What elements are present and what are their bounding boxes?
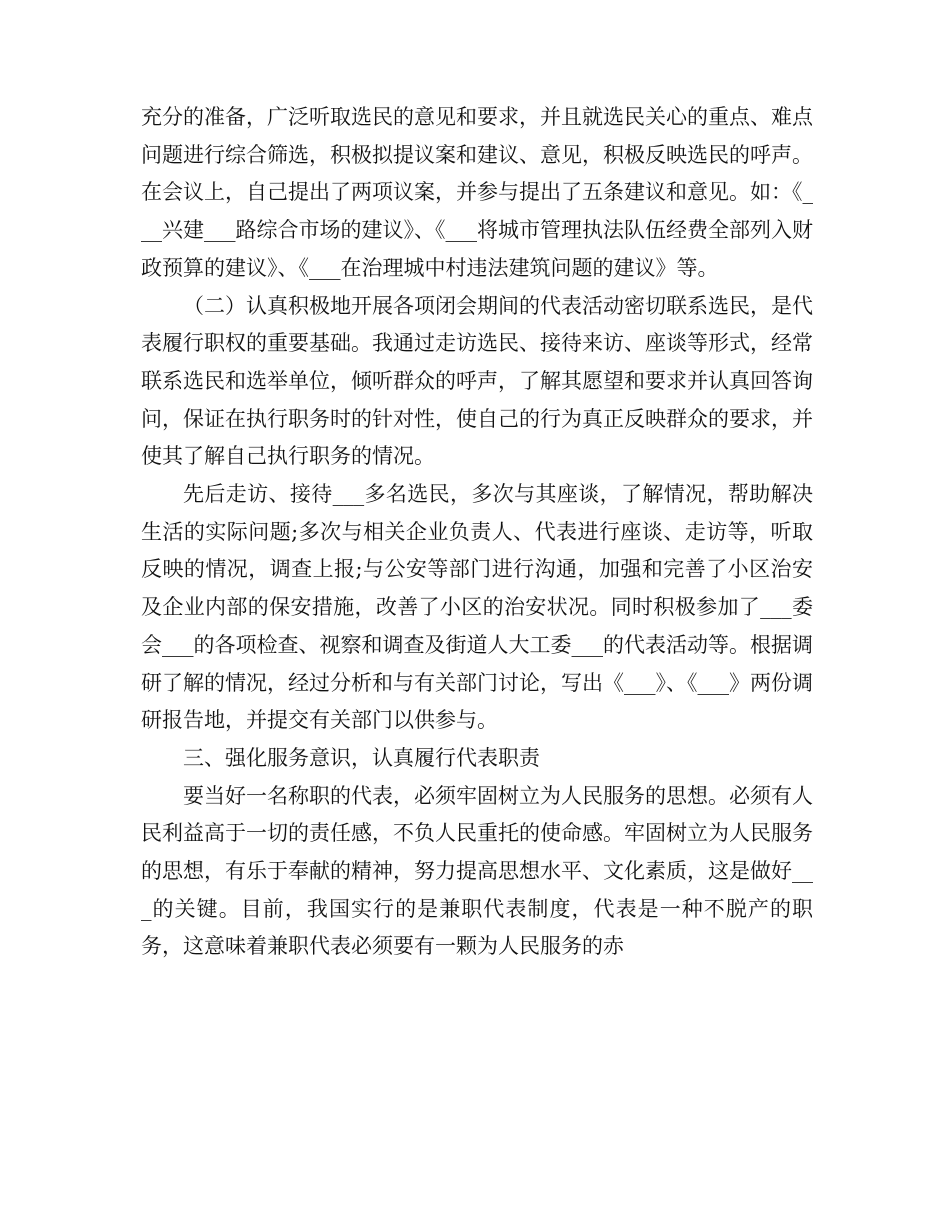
- paragraph-2: （二）认真积极地开展各项闭会期间的代表活动密切联系选民，是代表履行职权的重要基础。我通过走访选民、接待来访、座谈等形式，经常联系选民和选举单位，倾听群众的呼声，了解其愿望和要求并认真回答询问，保证在执行职务时的针对性，使自己的行为真正反映群众的要求，并使其了解自己执行职务的情况。: [141, 293, 813, 469]
- paragraph-1: 充分的准备，广泛听取选民的意见和要求，并且就选民关心的重点、难点问题进行综合筛选，积极拟提议案和建议、意见，积极反映选民的呼声。在会议上，自己提出了两项议案，并参与提出了五条建议和意见。如：《___兴建___路综合市场的建议》、《___将城市管理执法队伍经费全部列入财政预算的建议》、《___在治理城中村违法建筑问题的建议》等。: [141, 105, 813, 280]
- paragraph-5: 要当好一名称职的代表，必须牢固树立为人民服务的思想。必须有人民利益高于一切的责任感，不负人民重托的使命感。牢固树立为人民服务的思想，有乐于奉献的精神，努力提高思想水平、文化素质，这是做好___的关键。目前，我国实行的是兼职代表制度，代表是一种不脱产的职务，这意味着兼职代表必须要有一颗为人民服务的赤: [141, 783, 813, 959]
- document-body: [141, 99, 813, 966]
- paragraph-3: 先后走访、接待___多名选民，多次与其座谈，了解情况，帮助解决生活的实际问题;多次与相关企业负责人、代表进行座谈、走访等，听取反映的情况，调查上报;与公安等部门进行沟通，加强和完善了小区治安及企业内部的保安措施，改善了小区的治安状况。同时积极参加了___委会___的各项检查、视察和调查及街道人大工委___的代表活动等。根据调研了解的情况，经过分析和与有关部门讨论，写出《___》、《___》两份调研报告地，并提交有关部门以供参与。: [141, 482, 813, 733]
- section-heading: 三、强化服务意识，认真履行代表职责: [183, 745, 540, 770]
